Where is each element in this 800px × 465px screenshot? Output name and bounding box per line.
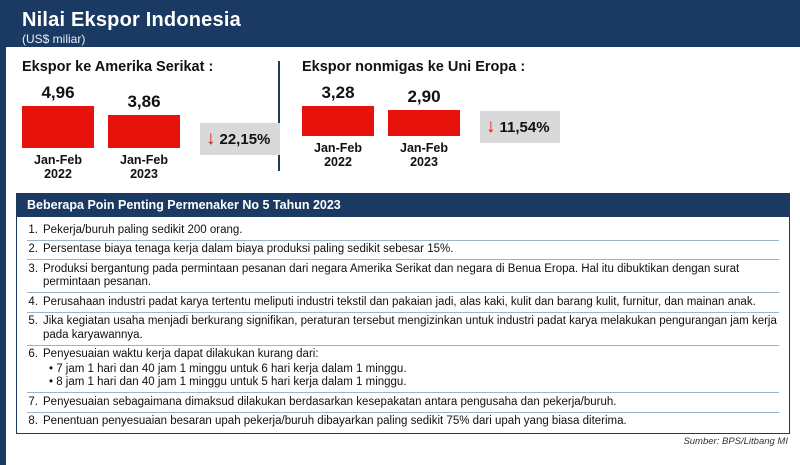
list-item-number: 1. bbox=[28, 223, 38, 236]
list-item-number: 5. bbox=[28, 315, 38, 327]
bar-category-label: Jan-Feb 2023 bbox=[400, 141, 448, 169]
panel-title: Ekspor ke Amerika Serikat : bbox=[22, 59, 214, 75]
bar-value-label: 2,90 bbox=[407, 87, 441, 106]
page-subtitle: (US$ miliar) bbox=[22, 32, 86, 46]
list-item-number: 6. bbox=[28, 348, 38, 360]
list-item-number: 7. bbox=[28, 395, 38, 408]
list-item-number: 3. bbox=[28, 262, 38, 275]
notes-list bbox=[17, 217, 789, 433]
bar-item bbox=[108, 92, 180, 181]
list-item bbox=[27, 313, 779, 346]
bar-category-label: Jan-Feb 2023 bbox=[120, 153, 168, 181]
list-item bbox=[27, 260, 779, 293]
change-badge bbox=[480, 111, 560, 143]
chart-area bbox=[6, 47, 800, 187]
change-badge bbox=[200, 123, 280, 155]
notes-box bbox=[16, 193, 790, 434]
source-credit: Sumber: BPS/Litbang MI bbox=[683, 436, 788, 447]
list-item-text: Pekerja/buruh paling sedikit 200 orang. bbox=[43, 223, 243, 236]
list-item-text: Penyesuaian sebagaimana dimaksud dilakukan berdasarkan kesepakatan antara pengusaha dan pekerja/buruh. bbox=[43, 395, 617, 408]
sublist-item: • 7 jam 1 hari dan 40 jam 1 minggu untuk 6 hari kerja dalam 1 minggu. bbox=[49, 362, 407, 375]
change-value: 22,15% bbox=[219, 130, 271, 148]
list-item-number: 4. bbox=[28, 295, 38, 308]
list-item-number: 8. bbox=[28, 415, 38, 427]
bar-item bbox=[388, 87, 460, 169]
bar-shape bbox=[108, 115, 180, 148]
chart-panel-uni-eropa bbox=[280, 59, 680, 187]
sublist-item: • 8 jam 1 hari dan 40 jam 1 minggu untuk 5 hari kerja dalam 1 minggu. bbox=[49, 376, 407, 388]
list-item bbox=[27, 241, 779, 261]
list-item-number: 2. bbox=[28, 243, 38, 255]
chart-panel-amerika-serikat bbox=[6, 59, 278, 187]
list-item-text: Persentase biaya tenaga kerja dalam biaya produksi paling sedikit sebesar 15%. bbox=[43, 243, 454, 255]
header bbox=[6, 0, 800, 47]
bar-item bbox=[22, 83, 94, 181]
list-item-sublist bbox=[49, 363, 779, 390]
arrow-down-icon: ↓ bbox=[486, 116, 496, 137]
bar-category-label: Jan-Feb 2022 bbox=[314, 141, 362, 169]
bar-group bbox=[302, 83, 680, 169]
list-item-body bbox=[43, 348, 779, 390]
list-item-text: Penentuan penyesuaian besaran upah pekerja/buruh dibayarkan paling sedikit 75% dari upah yang biasa diterima. bbox=[43, 415, 627, 427]
bar-shape bbox=[388, 110, 460, 136]
list-item-text: Penyesuaian waktu kerja dapat dilakukan kurang dari: bbox=[43, 348, 319, 360]
list-item bbox=[27, 393, 779, 413]
page-title: Nilai Ekspor Indonesia bbox=[22, 9, 241, 31]
panel-title: Ekspor nonmigas ke Uni Eropa : bbox=[302, 59, 526, 75]
list-item bbox=[27, 346, 779, 394]
list-item-text: Jika kegiatan usaha menjadi berkurang signifikan, peraturan tersebut mengizinkan untuk industri padat karya melakukan pengurangan jam kerja pada karyawannya. bbox=[43, 315, 777, 341]
list-item-text: Produksi bergantung pada permintaan pesanan dari negara Amerika Serikat dan negara di Benua Eropa. Hal itu dibuktikan dengan surat permintaan pesanan. bbox=[43, 262, 740, 288]
bar-value-label: 3,28 bbox=[321, 83, 355, 102]
bar-item bbox=[302, 83, 374, 169]
notes-heading: Beberapa Poin Penting Permenaker No 5 Tahun 2023 bbox=[17, 194, 789, 217]
bar-group bbox=[22, 83, 278, 181]
bar-shape bbox=[22, 106, 94, 148]
list-item-text: Perusahaan industri padat karya tertentu meliputi industri tekstil dan pakaian jadi, alas kaki, kulit dan barang kulit, furnitur, dan mainan anak. bbox=[43, 295, 756, 308]
bar-value-label: 3,86 bbox=[127, 92, 161, 111]
bar-value-label: 4,96 bbox=[41, 83, 75, 102]
bar-shape bbox=[302, 106, 374, 136]
bar-category-label: Jan-Feb 2022 bbox=[34, 153, 82, 181]
list-item bbox=[27, 221, 779, 241]
list-item bbox=[27, 413, 779, 432]
list-item bbox=[27, 293, 779, 313]
change-value: 11,54% bbox=[499, 118, 550, 136]
arrow-down-icon: ↓ bbox=[206, 128, 216, 149]
